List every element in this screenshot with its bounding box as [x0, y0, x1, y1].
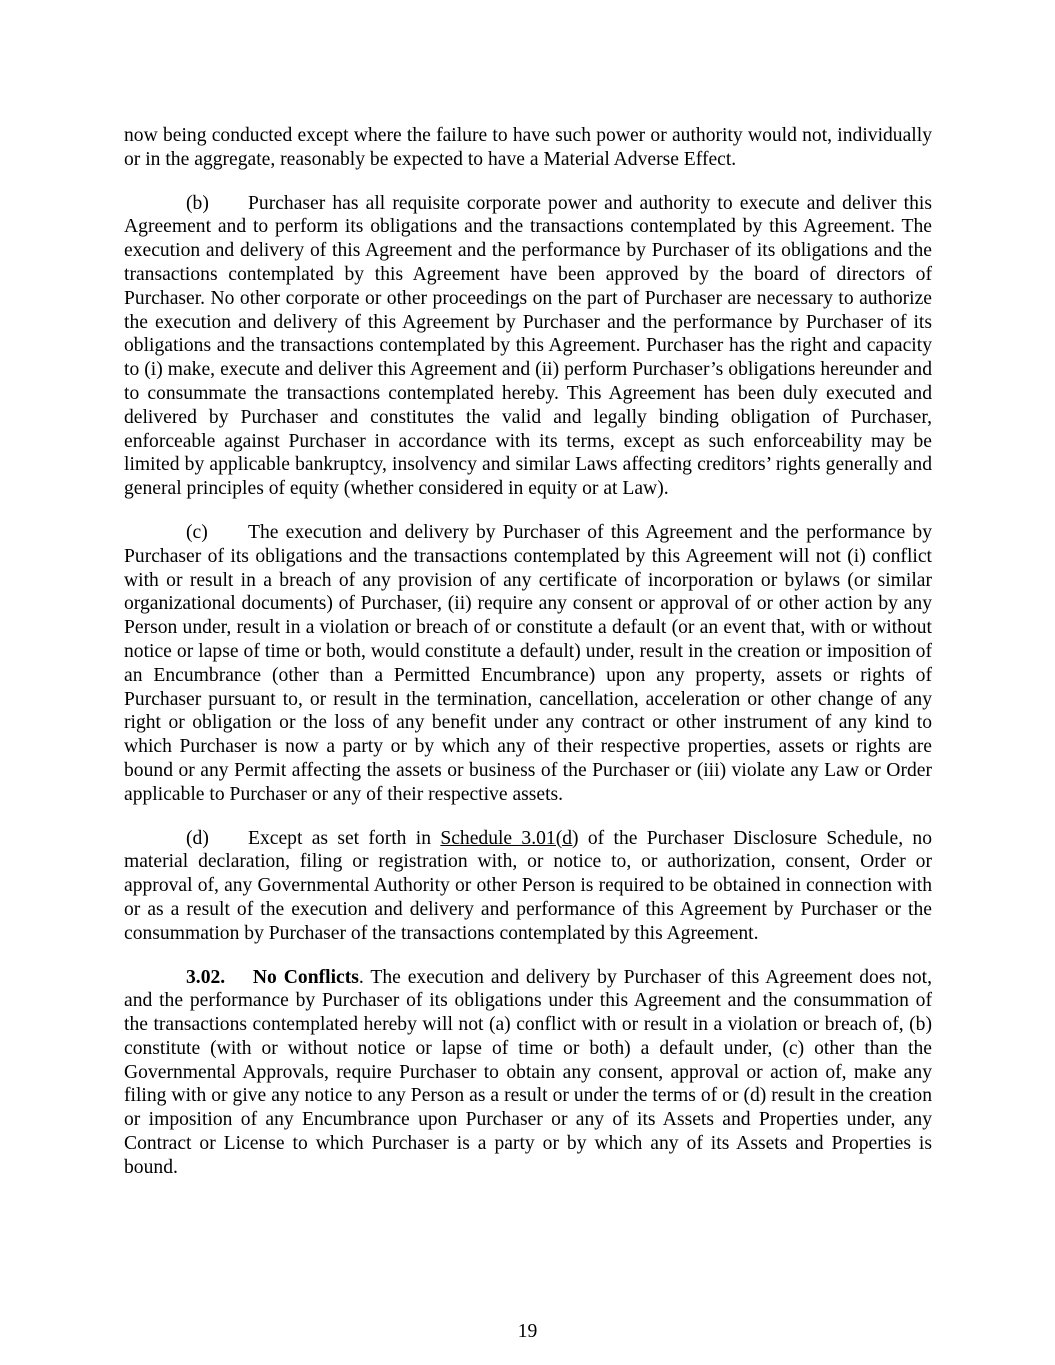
paragraph-b — [124, 192, 932, 501]
paragraph-d-text-after: of the Purchaser Disclosure Schedule, no material declaration, filing or registration with, or notice to, or authorization, consent, Order or approval of, any Governmental Authority or other Person is required to be obtained in connection with or as a result of the execution and delivery and performance of this Agreement by Purchaser or the consummation by Purchaser of the transactions contemplated by this Agreement. — [124, 827, 932, 944]
page-number: 19 — [517, 1321, 538, 1342]
paragraph-c — [124, 521, 932, 807]
paragraph-d — [124, 827, 932, 946]
paragraph-b-text: Purchaser has all requisite corporate power and authority to execute and deliver this Agreement and to perform its obligations and the transactions contemplated by this Agreement. The execution and delivery of this Agreement and the performance by Purchaser of its obligations and the transactions contemplated by this Agreement have been approved by the board of directors of Purchaser. No other corporate or other proceedings on the part of Purchaser are necessary to authorize the execution and delivery of this Agreement by Purchaser and the performance by Purchaser of its obligations and the transactions contemplated by this Agreement. Purchaser has the right and capacity to (i) make, execute and deliver this Agreement and (ii) perform Purchaser’s obligations hereunder and to consummate the transactions contemplated hereby. This Agreement has been duly executed and delivered by Purchaser and constitutes the valid and legally binding obligation of Purchaser, enforceable against Purchaser in accordance with its terms, except as such enforceability may be limited by applicable bankruptcy, insolvency and similar Laws affecting creditors’ rights generally and general principles of equity (whether considered in equity or at Law). — [124, 192, 932, 500]
section-spacer — [225, 967, 253, 988]
paragraph-b-label: (b) — [186, 192, 209, 214]
paragraph-c-text: The execution and delivery by Purchaser of this Agreement and the performance by Purchaser of its obligations and the transactions contemplated by this Agreement will not (i) conflict with or result in a breach of any provision of any certificate of incorporation or bylaws (or similar organizational documents) of Purchaser, (ii) require any consent or approval of or other action by any Person under, result in a violation or breach of or constitute a default (or an event that, with or without notice or lapse of time or both, would constitute a default) under, result in the creation or imposition of an Encumbrance (other than a Permitted Encumbrance) upon any property, assets or rights of Purchaser pursuant to, or result in the termination, cancellation, acceleration or other change of any right or obligation or the loss of any benefit under any contract or other instrument of any kind to which Purchaser is now a party or by which any of their respective properties, assets or rights are bound or any Permit affecting the assets or business of the Purchaser or (iii) violate any Law or Order applicable to Purchaser or any of their respective assets. — [124, 521, 932, 805]
section-heading: No Conflicts — [252, 966, 359, 988]
section-text: . The execution and delivery by Purchaser of this Agreement does not, and the performance by Purchaser of its obligations under this Agreement and the consummation of the transactions contemplated hereby will not (a) conflict with or result in a violation or breach of, (b) constitute (with or without notice or lapse of time or both) a default under, (c) other than the Governmental Approvals, require Purchaser to obtain any consent, approval or action of, make any filing with or give any notice to any Person as a result or under the terms of or (d) result in the creation or imposition of any Encumbrance upon Purchaser or any of its Assets and Properties under, any Contract or License to which Purchaser is a party or by which any of its Assets and Properties is bound. — [124, 966, 932, 1178]
schedule-reference: Schedule 3.01(d) — [440, 827, 579, 849]
section-3-02 — [124, 966, 932, 1180]
continuation-paragraph: now being conducted except where the failure to have such power or authority would not, individually or in the aggregate, reasonably be expected to have a Material Adverse Effect. — [124, 125, 932, 170]
section-number: 3.02. — [186, 966, 226, 988]
paragraph-d-label: (d) — [186, 827, 209, 849]
paragraph-c-label: (c) — [186, 521, 208, 543]
document-page — [124, 124, 932, 1200]
paragraph-d-text-before: Except as set forth in — [248, 827, 441, 849]
